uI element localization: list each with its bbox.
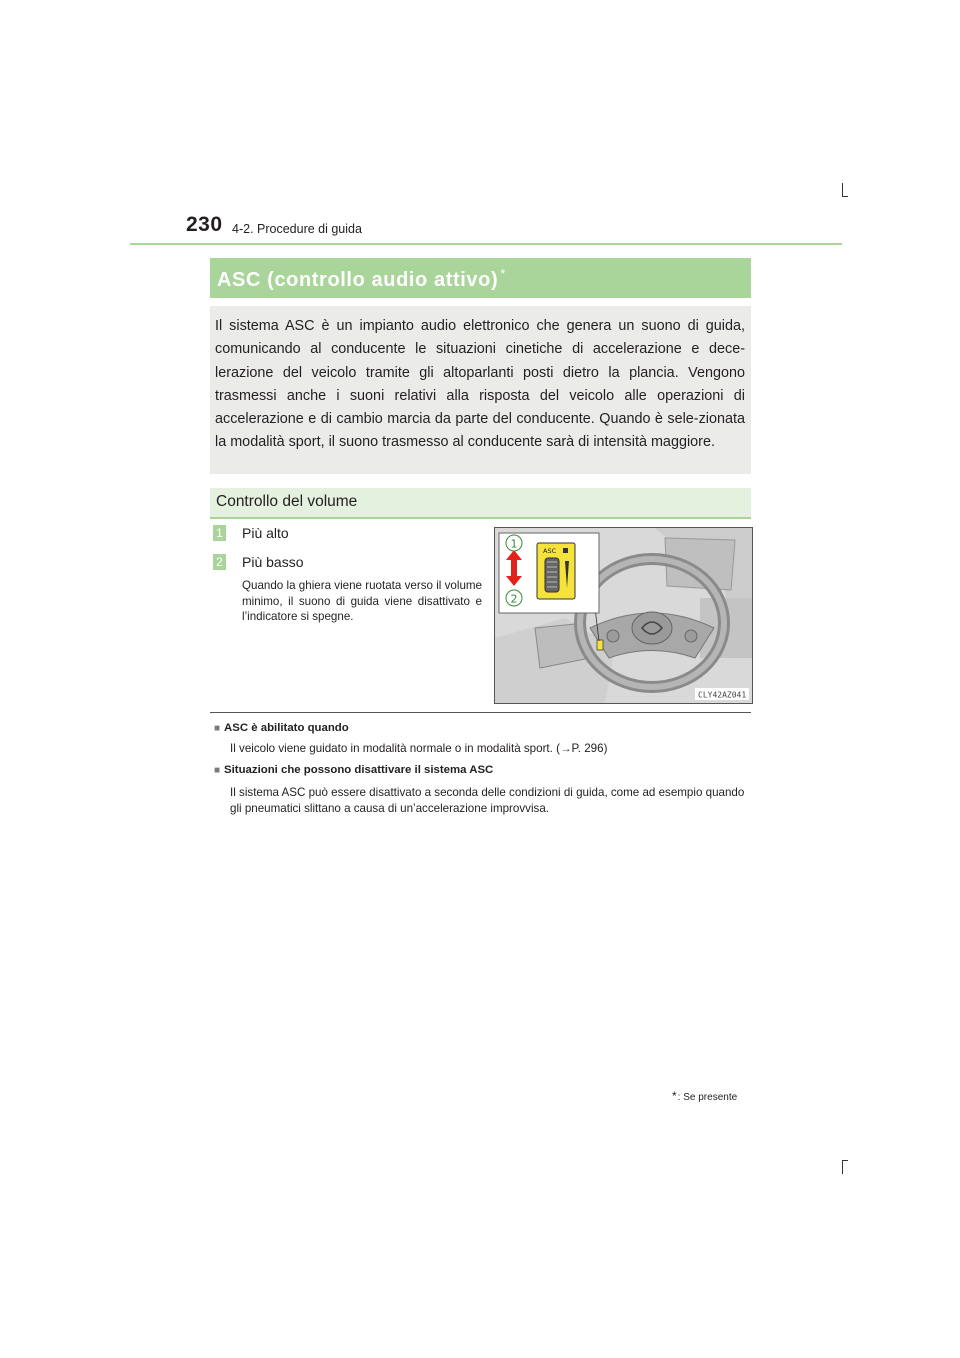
volume-section-title: Controllo del volume (216, 493, 358, 510)
footnote-text: : Se presente (677, 1092, 738, 1103)
header-rule (130, 243, 842, 245)
note-body-asc-enabled: Il veicolo viene guidato in modalità normale o in modalità sport. (→P. 296) (230, 742, 608, 755)
item-label-quieter: Più basso (242, 554, 304, 570)
volume-note: Quando la ghiera viene ruotata verso il volume minimo, il suono di guida viene disattivato e l’indicatore si spegne. (242, 579, 482, 623)
section-label: 4-2. Procedure di guida (232, 222, 362, 236)
left-wheel-button (607, 630, 619, 642)
dashboard-illustration (494, 527, 753, 704)
footnote (672, 1089, 737, 1103)
footnote-marker: * (672, 1089, 677, 1103)
steering-hub (632, 612, 672, 644)
notes-divider (210, 712, 751, 713)
intro-box (210, 306, 751, 474)
note-heading-asc-disabled: ■ Situazioni che possono disattivare il sistema ASC (214, 764, 493, 776)
page-title: ASC (controllo audio attivo) * (217, 266, 506, 291)
figure-code: CLY42AZ041 (698, 690, 747, 700)
item-number-1: 1 (213, 525, 226, 541)
item-number-2: 2 (213, 554, 226, 570)
dashboard-drawing (495, 528, 752, 703)
note-heading-asc-enabled: ■ ASC è abilitato quando (214, 722, 349, 734)
title-bar (210, 258, 751, 298)
crop-mark-bottom (842, 1160, 843, 1174)
callout-number-1: 1 (510, 537, 518, 551)
asc-switch-label: ASC (543, 547, 557, 555)
intro-text: Il sistema ASC è un impianto audio elettronico che genera un suono di guida, comunicando al conducente le situazioni cinetiche di accelerazione e dece-lerazione del veicolo tramite gli altoparlanti posti dietro la plancia. Vengono trasmessi anche i suoni relativi alla risposta del veicolo alle operazioni di accelerazione e di cambio marcia da parte del conducente. Quando è sele-zionata la modalità sport, il suono trasmesso al conducente sarà di intensità maggiore. (215, 318, 745, 451)
asc-dial-location (597, 640, 603, 650)
crop-mark-top (842, 183, 843, 197)
page-number: 230 (186, 213, 223, 236)
note-body-asc-disabled: Il sistema ASC può essere disattivato a seconda delle condizioni di guida, come ad esempio quando gli pneumatici slittano a causa di un’accelerazione improvvisa. (230, 786, 745, 815)
item-label-louder: Più alto (242, 525, 289, 541)
optional-marker: * (500, 266, 506, 281)
volume-section-header (210, 488, 751, 519)
right-wheel-button (685, 630, 697, 642)
asc-indicator-light (563, 548, 568, 553)
callout-number-2: 2 (510, 592, 518, 606)
